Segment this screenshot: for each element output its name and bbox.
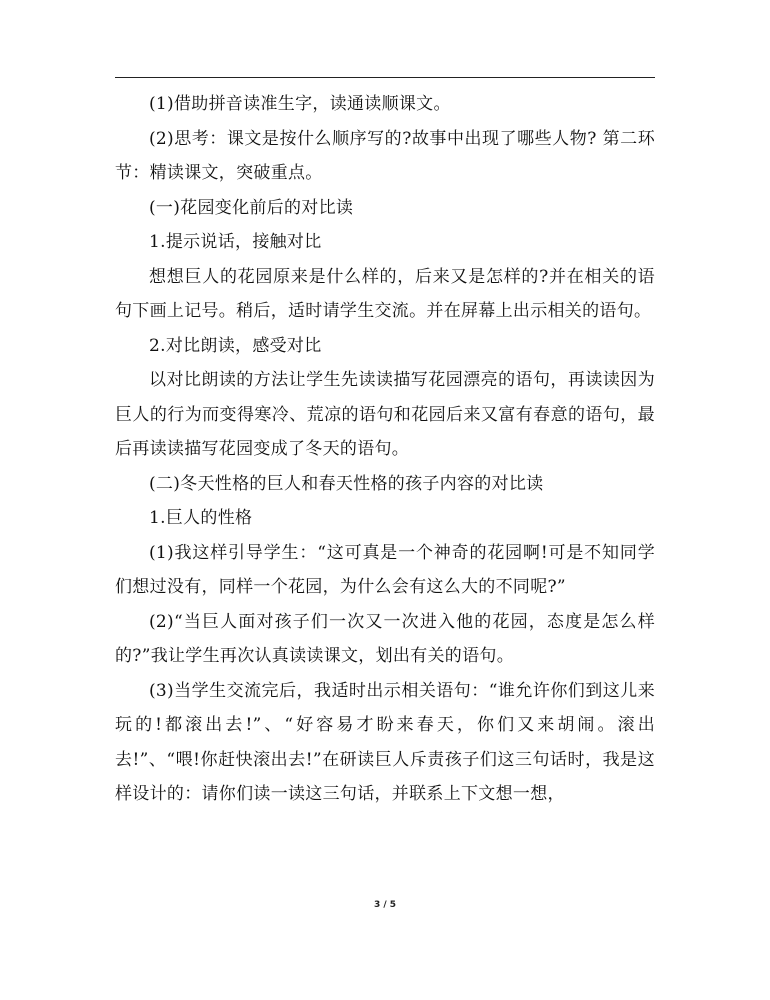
section-heading-1: (一)花园变化前后的对比读 <box>149 197 354 218</box>
paragraph-7: (3)当学生交流完后，我适时出示相关语句：“谁允许你们到这儿来玩的!都滚出去!”、“好容易才盼来春天，你们又来胡闹。滚出去!”、“喂!你赶快滚出去!”在研读巨人斥责孩子们这三句话时，我是这样设计的：请你们读一读这三句话，并联系上下文想一想， <box>115 680 655 804</box>
subheading-3: 1.巨人的性格 <box>149 508 253 528</box>
paragraph-2: (2)思考：课文是按什么顺序写的?故事中出现了哪些人物? 第二环节：精读课文，突破重点。 <box>115 128 655 183</box>
paragraph-4: 以对比朗读的方法让学生先读读描写花园漂亮的语句，再读读因为巨人的行为而变得寒冷、荒凉的语句和花园后来又富有春意的语句，最后再读读描写花园变成了冬天的语句。 <box>115 370 655 459</box>
subheading-1: 1.提示说话，接触对比 <box>149 232 322 252</box>
paragraph-1: (1)借助拼音读准生字，读通读顺课文。 <box>149 94 451 114</box>
page-number: 3 / 5 <box>373 900 397 910</box>
document-body <box>115 87 655 812</box>
paragraph-3: 想想巨人的花园原来是什么样的，后来又是怎样的?并在相关的语句下画上记号。稍后，适时请学生交流。并在屏幕上出示相关的语句。 <box>115 266 655 321</box>
paragraph-5: (1)我这样引导学生：“这可真是一个神奇的花园啊!可是不知同学们想过没有，同样一个花园，为什么会有这么大的不同呢?” <box>115 542 655 597</box>
paragraph-6: (2)“当巨人面对孩子们一次又一次进入他的花园，态度是怎么样的?”我让学生再次认真读读课文，划出有关的语句。 <box>115 611 655 666</box>
section-heading-2: (二)冬天性格的巨人和春天性格的孩子内容的对比读 <box>149 473 544 494</box>
header-rule <box>115 77 655 78</box>
subheading-2: 2.对比朗读，感受对比 <box>149 335 322 356</box>
